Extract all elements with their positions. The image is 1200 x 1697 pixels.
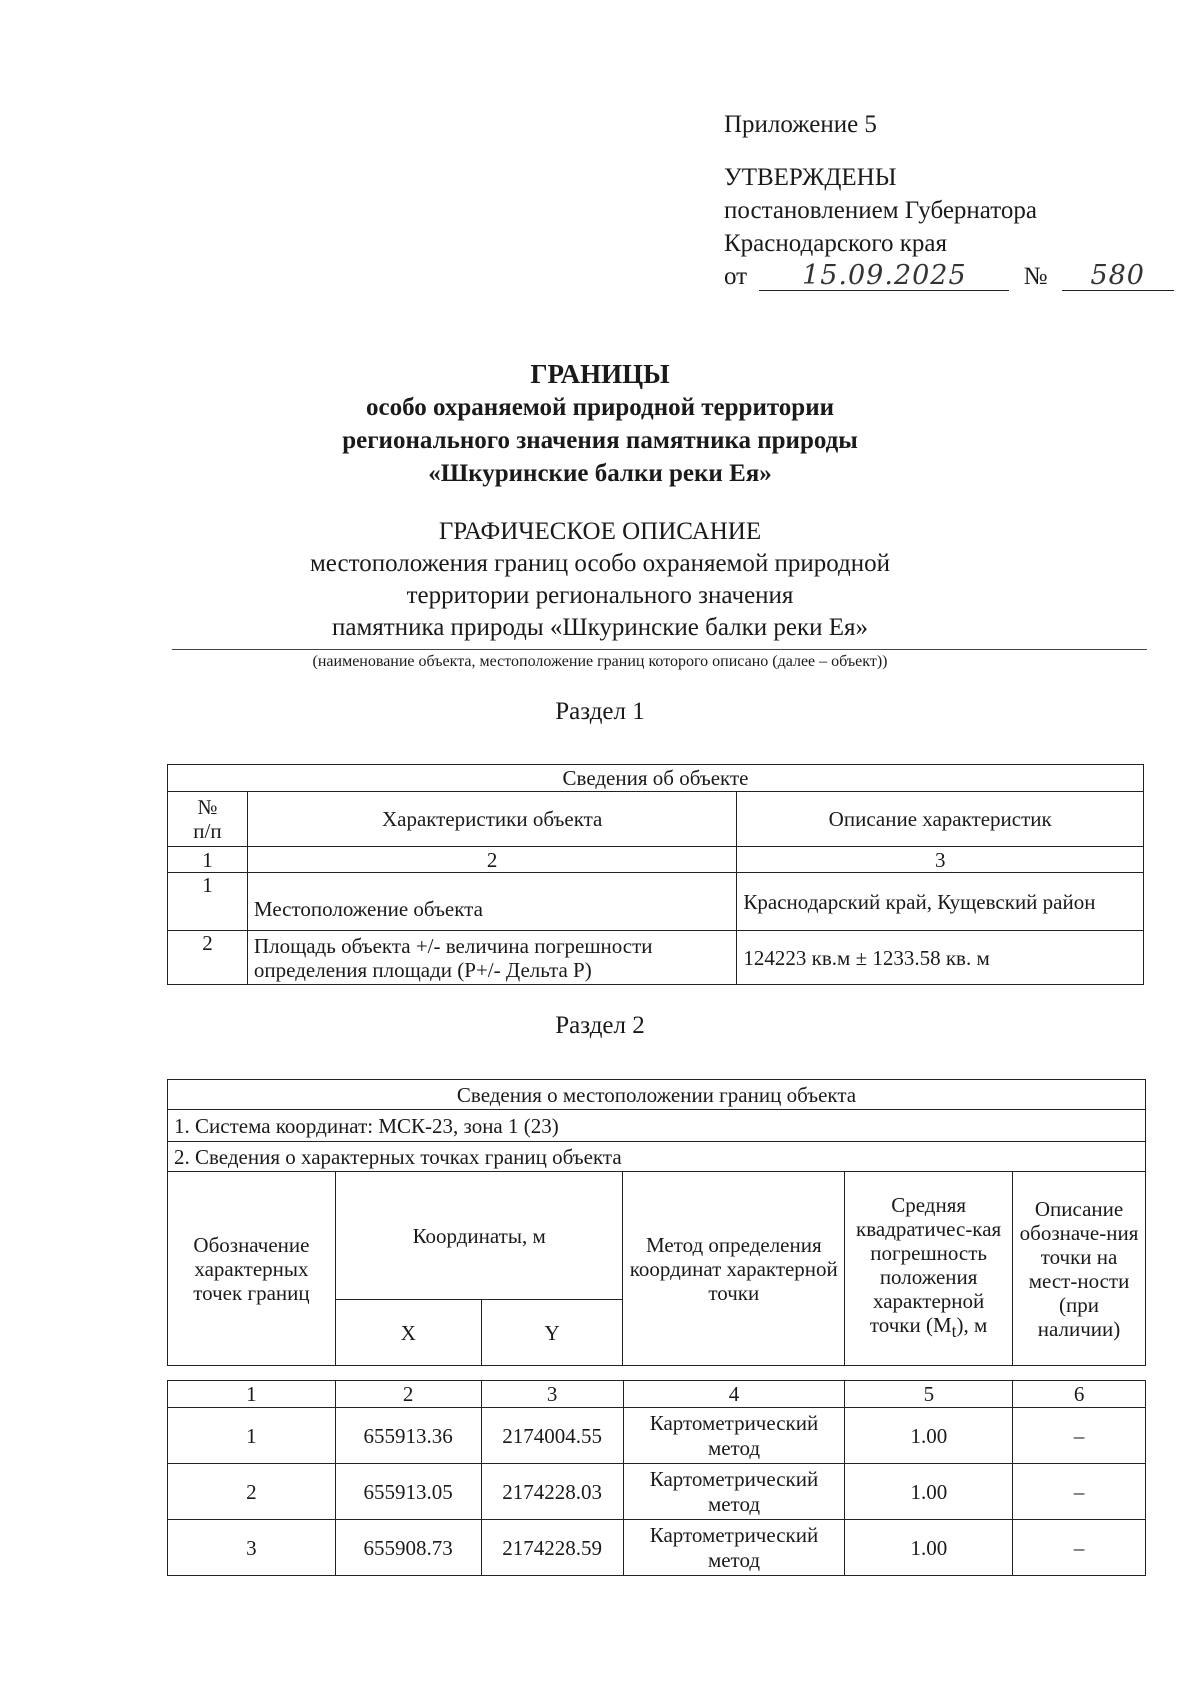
annex-label: Приложение 5	[724, 111, 877, 138]
header-error	[845, 1172, 1013, 1366]
number-label: №	[1023, 263, 1048, 290]
approved-label: УТВЕРЖДЕНЫ	[724, 164, 897, 191]
column-number-2: 2	[335, 1381, 481, 1408]
header-row-number	[168, 792, 248, 847]
point-error: 1.00	[845, 1464, 1013, 1520]
column-number-4: 4	[623, 1381, 845, 1408]
header-x: X	[335, 1300, 481, 1366]
table-row	[168, 931, 1144, 985]
graphic-description	[0, 516, 1200, 644]
point-error: 1.00	[845, 1520, 1013, 1576]
boundary-points-table	[167, 1380, 1146, 1576]
boundary-header-table	[167, 1079, 1146, 1366]
table-row	[168, 1520, 1146, 1576]
points-title: 2. Сведения о характерных точках границ объекта	[168, 1142, 1146, 1172]
row-number: 1	[168, 873, 248, 931]
point-method: Картометрический метод	[623, 1520, 845, 1576]
point-method: Картометрический метод	[623, 1464, 845, 1520]
column-number-1: 1	[168, 847, 248, 873]
point-x: 655913.05	[335, 1464, 481, 1520]
header-coordinates: Координаты, м	[335, 1172, 623, 1300]
characteristic-value: 124223 кв.м ± 1233.58 кв. м	[737, 931, 1144, 985]
point-description: –	[1013, 1464, 1146, 1520]
column-number-3: 3	[737, 847, 1144, 873]
boundary-table-title: Сведения о местоположении границ объекта	[168, 1080, 1146, 1110]
column-number-6: 6	[1013, 1381, 1146, 1408]
point-id: 3	[168, 1520, 336, 1576]
column-number-3: 3	[481, 1381, 623, 1408]
title-line-2: особо охраняемой природной территории	[365, 394, 835, 421]
column-number-1: 1	[168, 1381, 336, 1408]
column-number-2: 2	[247, 847, 736, 873]
graphic-line-2: местоположения границ особо охраняемой природной	[309, 550, 891, 577]
table-row	[168, 1464, 1146, 1520]
row-number: 2	[168, 931, 248, 985]
title-line-1: ГРАНИЦЫ	[530, 359, 670, 389]
header-designation: Обозначение характерных точек границ	[168, 1172, 336, 1366]
header-characteristics: Характеристики объекта	[247, 792, 736, 847]
point-x: 655908.73	[335, 1520, 481, 1576]
title-line-3: регионального значения памятника природы	[342, 427, 858, 454]
handwritten-number: 580	[1062, 262, 1174, 291]
table-row	[168, 1408, 1146, 1464]
object-info-table	[167, 764, 1144, 985]
header-description: Описание характеристик	[737, 792, 1144, 847]
header-row-number-text: № п/п	[193, 795, 222, 843]
document-title	[0, 358, 1200, 490]
point-id: 1	[168, 1408, 336, 1464]
characteristic-value: Краснодарский край, Кущевский район	[737, 873, 1144, 931]
point-x: 655913.36	[335, 1408, 481, 1464]
graphic-line-3: территории регионального значения	[406, 582, 794, 609]
header-error-tail: ), м	[956, 1313, 988, 1338]
object-caption: (наименование объекта, местоположение границ которого описано (далее – объект))	[312, 653, 888, 670]
section-1-title: Раздел 1	[555, 698, 645, 725]
header-y: Y	[481, 1300, 623, 1366]
characteristic-name: Местоположение объекта	[247, 873, 736, 931]
point-method: Картометрический метод	[623, 1408, 845, 1464]
approval-line-2: постановлением Губернатора	[724, 197, 1037, 224]
point-description: –	[1013, 1408, 1146, 1464]
point-y: 2174228.03	[481, 1464, 623, 1520]
characteristic-name: Площадь объекта +/- величина погрешности определения площади (P+/- Дельта P)	[247, 931, 736, 985]
header-method: Метод определения координат характерной точки	[623, 1172, 845, 1366]
point-id: 2	[168, 1464, 336, 1520]
approval-block	[724, 108, 1174, 293]
title-line-4: «Шкуринские балки реки Ея»	[428, 460, 772, 487]
handwritten-date: 15.09.2025	[759, 262, 1009, 291]
point-y: 2174004.55	[481, 1408, 623, 1464]
divider-line	[172, 649, 1147, 650]
section-2-title: Раздел 2	[555, 1012, 645, 1039]
coordinate-system: 1. Система координат: МСК-23, зона 1 (23)	[168, 1110, 1146, 1142]
header-point-description: Описание обозначе-ния точки на мест-ности (при наличии)	[1013, 1172, 1146, 1366]
approval-line-3: Краснодарского края	[724, 230, 947, 257]
graphic-line-1: ГРАФИЧЕСКОЕ ОПИСАНИЕ	[438, 518, 762, 545]
from-label: от	[724, 263, 748, 290]
point-y: 2174228.59	[481, 1520, 623, 1576]
column-number-5: 5	[845, 1381, 1013, 1408]
object-info-table-title: Сведения об объекте	[168, 765, 1144, 792]
header-error-text: Средняя квадратичес-кая погрешность положения характерной точки (M	[856, 1193, 1002, 1338]
table-row	[168, 873, 1144, 931]
approval-date-line	[724, 260, 1174, 293]
graphic-line-4: памятника природы «Шкуринские балки реки Ея»	[331, 614, 869, 641]
point-description: –	[1013, 1520, 1146, 1576]
point-error: 1.00	[845, 1408, 1013, 1464]
header-error-sub: t	[951, 1321, 957, 1342]
